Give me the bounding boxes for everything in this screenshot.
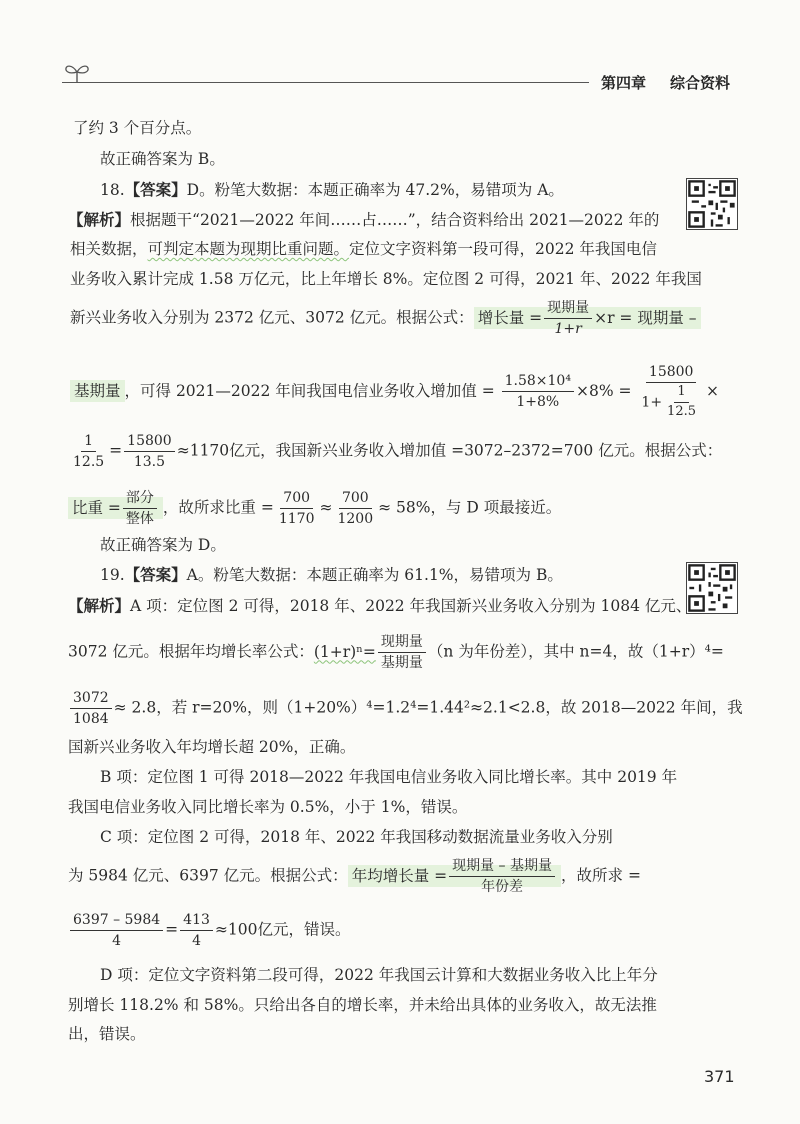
formula-text: = [165, 920, 179, 939]
text-line: 国新兴业务收入年均增长超 20%，正确。 [68, 738, 356, 756]
fraction-numerator: 413 [180, 912, 213, 931]
fraction-denominator: 1+8% [516, 394, 560, 411]
chapter-title: 综合资料 [670, 74, 731, 92]
fraction-denominator: 4 [192, 933, 201, 950]
fraction-denominator: 4 [112, 933, 122, 950]
text-line: C 项：定位图 2 可得，2018 年、2022 年我国移动数据流量业务收入分别 [100, 828, 613, 846]
fraction-numerator: 700 [280, 490, 313, 509]
text-line [70, 242, 657, 258]
fraction-numerator: 1.58×10⁴ [502, 373, 574, 392]
fraction-numerator: 现期量 [544, 300, 592, 319]
formula-text: = [109, 441, 123, 460]
fraction [544, 300, 592, 337]
text-line: B 项：定位图 1 可得 2018—2022 年我国电信业务收入同比增长率。其中 2019 年 [100, 768, 678, 786]
text-span: 相关数据， [70, 240, 148, 258]
fraction-denominator [638, 383, 704, 420]
fraction-numerator: 6397 – 5984 [70, 912, 163, 931]
fraction [502, 373, 574, 410]
q19-answer-line [100, 567, 563, 584]
q18-answer-text: D。粉笔大数据：本题正确率为 47.2%，易错项为 A。 [186, 181, 564, 199]
formula-text: (1+r)ⁿ= [313, 642, 376, 661]
text-span: （n 为年份差），其中 n=4，故（1+r）⁴= [427, 642, 724, 661]
analysis-text: 根据题干“2021—2022 年间……占……”，结合资料给出 2021—2022 年的 [130, 211, 660, 229]
fraction [70, 433, 107, 470]
ratio-formula-highlight [68, 490, 163, 528]
fraction-denominator: 年份差 [481, 879, 524, 896]
formula-text: × [706, 381, 719, 400]
text-line: 别增长 118.2% 和 58%。只给出各自的增长率，并未给出具体的业务收入，故无法推 [68, 996, 657, 1014]
fraction [638, 364, 704, 420]
fraction-denominator: 1170 [278, 511, 315, 528]
fraction-numerator: 现期量 [378, 634, 426, 653]
text-span: ≈1170亿元，我国新兴业务收入增加值 =3072–2372=700 亿元。根据公式： [176, 441, 723, 460]
fraction [334, 490, 376, 527]
growth-formula-highlight [474, 300, 701, 338]
qr-code-icon [687, 179, 737, 229]
formula-text: ×8% = [575, 381, 632, 400]
avg-growth-formula-highlight [348, 858, 561, 896]
q19-answer-text: A。粉笔大数据：本题正确率为 61.1%，易错项为 B。 [186, 566, 563, 584]
fraction [378, 634, 426, 671]
fraction-denominator: 基期量 [380, 655, 423, 672]
fraction [180, 912, 213, 949]
fraction [70, 912, 163, 949]
q19-analysis-line [68, 598, 691, 615]
formula-text: 比重 = [72, 498, 121, 517]
formula-highlight-tail: 基期量 [70, 380, 125, 402]
nested-fraction [664, 385, 699, 420]
formula-text: 1+ [641, 394, 663, 411]
fraction-numerator: 现期量 – 基期量 [449, 858, 555, 877]
text-line: 故正确答案为 D。 [100, 536, 226, 554]
fraction-denominator: 1+r [554, 321, 582, 338]
fraction-denominator: 1084 [73, 711, 109, 728]
formula-line-5 [68, 634, 724, 671]
formula-text: ≈ [319, 498, 333, 517]
formula-line-2 [70, 364, 719, 420]
text-span: ≈100亿元，错误。 [214, 920, 351, 939]
formula-line-7 [68, 858, 641, 895]
chapter-label: 第四章 [601, 74, 647, 92]
fraction [124, 433, 175, 470]
fraction-numerator: 700 [339, 490, 372, 509]
fraction [123, 490, 157, 527]
formula-text: 增长量 = [477, 308, 543, 327]
fraction-numerator: 15800 [124, 433, 175, 452]
cagr-formula [313, 634, 428, 672]
formula-line-3 [68, 433, 722, 470]
fraction-numerator: 部分 [123, 490, 157, 509]
text-span: ，故所求 = [561, 866, 641, 885]
q19-number: 19. [100, 566, 125, 584]
fraction [276, 490, 318, 527]
fraction [449, 858, 555, 895]
fraction-numerator: 15800 [646, 364, 697, 383]
formula-line-6 [68, 690, 743, 727]
fraction-numerator: 3072 [70, 690, 112, 709]
text-span: ，可得 2021—2022 年间我国电信业务收入增加值 = [124, 381, 495, 400]
q18-analysis-line [68, 212, 659, 229]
q18-answer-line [100, 182, 564, 199]
wavy-underlined-text: 可判定本题为现期比重问题。 [147, 240, 350, 258]
text-span: ≈ 2.8，若 r=20%，则（1+20%）⁴=1.2⁴=1.44²≈2.1<2.8，故 2018—2022 年间，我 [113, 698, 743, 717]
qr-code-18[interactable] [686, 178, 738, 230]
header-rule [62, 82, 589, 83]
text-line: 出，错误。 [68, 1025, 146, 1043]
text-line: D 项：定位文字资料第二段可得，2022 年我国云计算和大数据业务收入比上年分 [100, 966, 658, 984]
text-line: 了约 3 个百分点。 [73, 119, 202, 137]
text-line: 故正确答案为 B。 [100, 150, 225, 168]
text-span: ≈ 58%，与 D 项最接近。 [378, 498, 562, 517]
fraction-numerator: 1 [674, 385, 688, 403]
fraction-denominator: 整体 [125, 511, 154, 528]
formula-line-4 [68, 490, 561, 527]
analysis-text: A 项：定位图 2 可得，2018 年、2022 年我国新兴业务收入分别为 1084 亿元、 [130, 597, 692, 615]
analysis-tag: 【解析】 [68, 210, 131, 229]
text-line: 我国电信业务收入同比增长率为 0.5%，小于 1%，错误。 [68, 798, 468, 816]
page-number: 371 [704, 1067, 735, 1086]
text-span: 定位文字资料第一段可得，2022 年我国电信 [349, 240, 657, 258]
fraction-denominator: 12.5 [73, 454, 105, 471]
formula-text: ×r = 现期量 – [594, 308, 697, 327]
fraction-denominator: 13.5 [133, 454, 166, 471]
analysis-tag: 【解析】 [68, 596, 131, 615]
text-line: 业务收入累计完成 1.58 万亿元，比上年增长 8%。定位图 2 可得，2021 年、2022 年我国 [70, 270, 702, 288]
formula-line-1 [70, 300, 701, 337]
fraction-denominator: 1200 [337, 511, 374, 528]
formula-line-8 [68, 912, 350, 949]
formula-text: 年均增长量 = [351, 866, 448, 885]
q18-number: 18. [100, 181, 125, 199]
answer-tag: 【答案】 [124, 565, 187, 584]
text-span: 为 5984 亿元、6397 亿元。根据公式： [68, 866, 348, 885]
answer-tag: 【答案】 [124, 180, 187, 199]
fraction [70, 690, 112, 727]
text-span: 3072 亿元。根据年均增长率公式： [68, 642, 314, 661]
fraction-numerator: 1 [81, 433, 96, 452]
fraction-denominator: 12.5 [667, 404, 696, 420]
text-span: ，故所求比重 = [162, 498, 274, 517]
sprout-icon [62, 60, 92, 84]
qr-code-19[interactable] [686, 562, 738, 614]
text-span: 新兴业务收入分别为 2372 亿元、3072 亿元。根据公式： [70, 308, 474, 327]
qr-code-icon [687, 563, 737, 613]
